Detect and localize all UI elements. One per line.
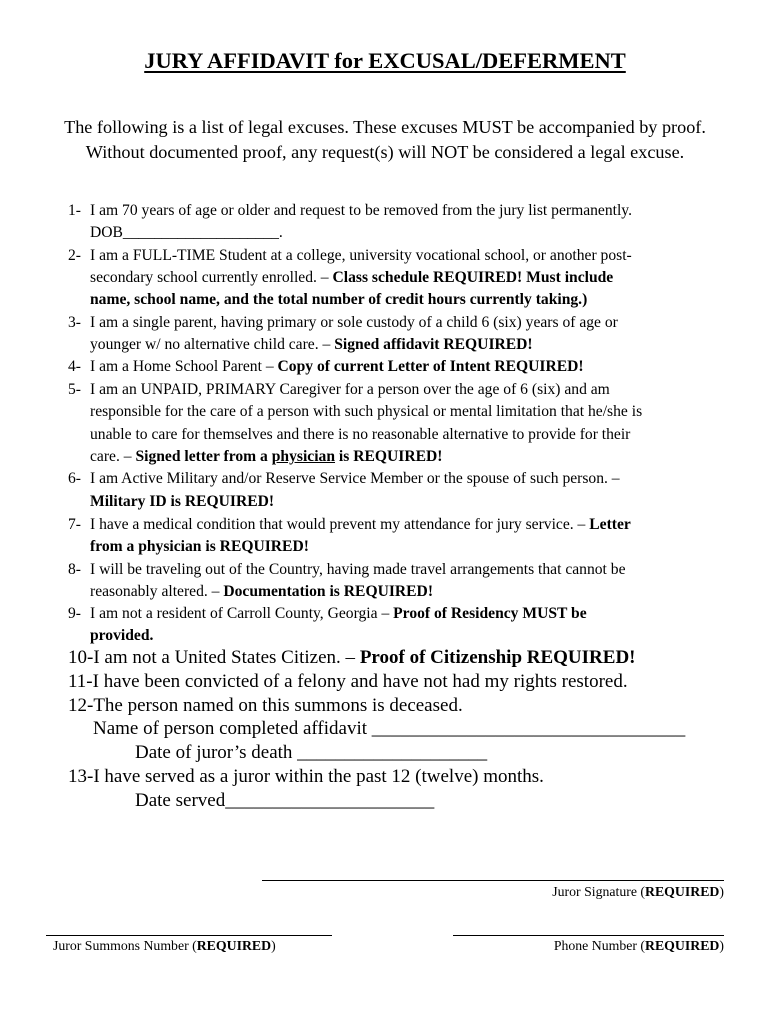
item-9-line-2 [90,625,153,647]
item-7-text: I have a medical condition that would prevent my attendance for jury service. – [90,516,590,533]
item-7-requirement-cont: from a physician is REQUIRED! [90,538,309,555]
item-5-requirement-b: is REQUIRED! [335,448,443,465]
item-4-text: I am a Home School Parent – [90,358,278,375]
summons-number-required: REQUIRED [196,938,272,953]
summons-number-label [53,938,276,954]
item-11: 11-I have been convicted of a felony and have not had my rights restored. [68,671,628,692]
item-12-affiant-name-field: Name of person completed affidavit _________________________________ [93,718,686,739]
page-title: JURY AFFIDAVIT for EXCUSAL/DEFERMENT [144,48,626,73]
phone-number-close: ) [719,938,724,953]
summons-number-close: ) [271,938,276,953]
item-13-line-1: 13-I have served as a juror within the past 12 (twelve) months. [68,766,544,787]
item-10-text: 10-I am not a United States Citizen. – [68,647,360,668]
item-6-requirement: Military ID is REQUIRED! [90,493,275,510]
item-8-number: 8- [68,561,81,578]
item-5-line-4 [90,446,442,468]
item-9-line-1 [90,603,587,625]
item-10-requirement: Proof of Citizenship REQUIRED! [359,647,636,668]
item-5-line-2: responsible for the care of a person with such physical or mental limitation that he/she is [90,403,643,420]
phone-number-label [554,938,724,954]
item-1-number: 1- [68,202,81,219]
juror-signature-text: Juror Signature ( [552,884,646,899]
item-4-number: 4- [68,358,81,375]
item-5-line-4-text: care. – [90,448,136,465]
item-9-requirement: Proof of Residency MUST be [393,605,587,622]
item-3-line-1: I am a single parent, having primary or sole custody of a child 6 (six) years of age or [90,314,618,331]
item-2-line-3 [90,289,587,311]
item-5-number: 5- [68,381,81,398]
item-5-line-3: unable to care for themselves and there is no reasonable alternative to provide for their [90,426,631,443]
item-2-line-2 [90,267,613,289]
item-3-number: 3- [68,314,81,331]
item-9-requirement-cont: provided. [90,627,154,644]
item-2-line-2-text: secondary school currently enrolled. – [90,269,333,286]
item-3-requirement: Signed affidavit REQUIRED! [334,336,533,353]
item-3-line-2-text: younger w/ no alternative child care. – [90,336,335,353]
item-7-number: 7- [68,516,81,533]
summons-number-text: Juror Summons Number ( [53,938,197,953]
item-8-line-2 [90,581,433,603]
item-4-requirement: Copy of current Letter of Intent REQUIRED! [277,358,584,375]
phone-number-required: REQUIRED [645,938,720,953]
summons-number-line [46,935,332,936]
item-9-number: 9- [68,605,81,622]
phone-number-line [453,935,724,936]
intro-paragraph: The following is a list of legal excuses. These excuses MUST be accompanied by proof. Without documented proof, any request(s) will NOT be considered a legal excuse. [64,117,706,162]
item-2-number: 2- [68,247,81,264]
item-10 [68,646,636,670]
item-8-line-1: I will be traveling out of the Country, having made travel arrangements that cannot be [90,561,626,578]
item-3-line-2 [90,334,533,356]
item-8-requirement: Documentation is REQUIRED! [223,583,434,600]
juror-signature-close: ) [719,884,724,899]
item-12-death-date-field: Date of juror’s death ____________________ [135,742,488,763]
juror-signature-label [552,884,724,900]
juror-signature-required: REQUIRED [645,884,720,899]
item-6-line-1: I am Active Military and/or Reserve Service Member or the spouse of such person. – [90,470,620,487]
item-5-line-1: I am an UNPAID, PRIMARY Caregiver for a person over the age of 6 (six) and am [90,381,610,398]
item-9-text: I am not a resident of Carroll County, Georgia – [90,605,394,622]
item-12-line-1: 12-The person named on this summons is deceased. [68,695,463,716]
item-6-line-2 [90,491,274,513]
item-5-requirement-a: Signed letter from a [135,448,272,465]
item-2-line-1: I am a FULL-TIME Student at a college, university vocational school, or another post- [90,247,632,264]
item-2-requirement-cont: name, school name, and the total number of credit hours currently taking.) [90,291,588,308]
item-5-physician-underlined: physician [271,448,336,465]
item-7-line-1 [90,514,631,536]
phone-number-text: Phone Number ( [553,938,646,953]
item-6-number: 6- [68,470,81,487]
item-13-date-served-field: Date served______________________ [135,790,435,811]
item-4-line-1 [90,356,584,378]
item-7-line-2 [90,536,309,558]
item-8-line-2-text: reasonably altered. – [90,583,224,600]
item-1-dob-field: DOB____________________. [90,224,283,241]
item-2-requirement: Class schedule REQUIRED! Must include [332,269,614,286]
item-5-requirement [135,448,442,465]
juror-signature-line [262,880,724,881]
item-7-requirement: Letter [589,516,631,533]
item-1-line-1: I am 70 years of age or older and request to be removed from the jury list permanently. [90,202,632,219]
